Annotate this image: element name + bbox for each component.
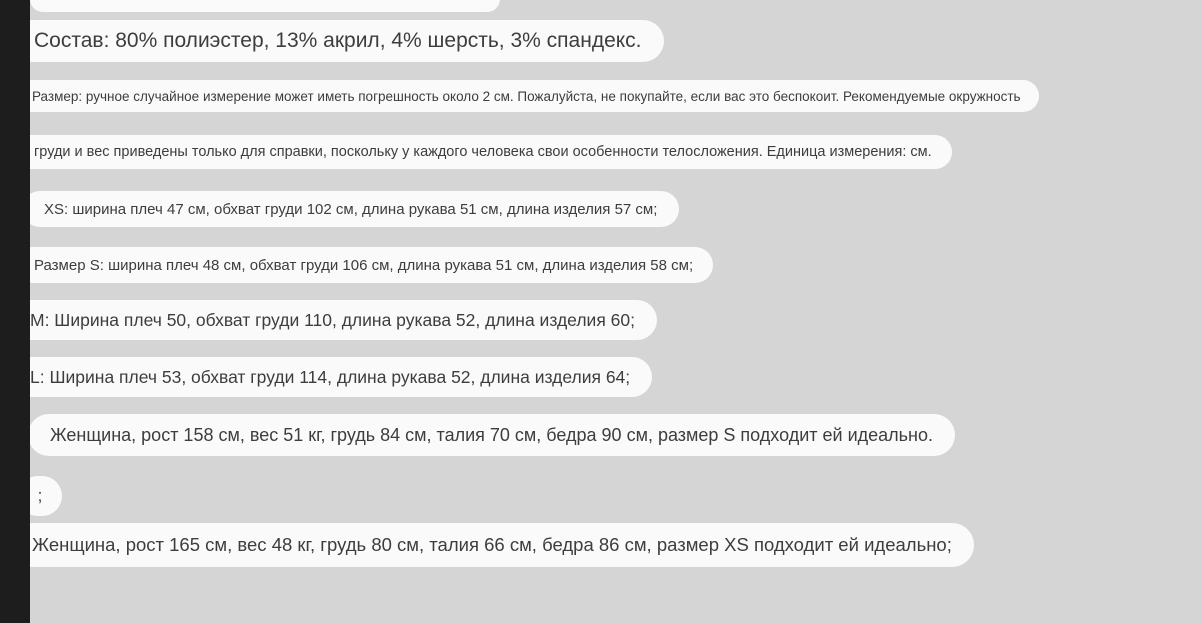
text-bubble-top-cutoff <box>30 0 500 12</box>
text-bubble-model-measurements-2: Женщина, рост 165 см, вес 48 кг, грудь 80 см, талия 66 см, бедра 86 см, размер XS подходит ей идеально; <box>10 523 974 567</box>
text-bubble-size-m: M: Ширина плеч 50, обхват груди 110, длина рукава 52, длина изделия 60; <box>8 300 657 340</box>
text-bubble-size-s: Размер S: ширина плеч 48 см, обхват груди 106 см, длина рукава 51 см, длина изделия 58 см; <box>14 247 713 283</box>
left-gutter-strip <box>0 0 30 623</box>
text-bubble-fragment: ; <box>18 476 62 516</box>
text-bubble-composition: Состав: 80% полиэстер, 13% акрил, 4% шерсть, 3% спандекс. <box>12 20 664 62</box>
text-bubble-size-l: L: Ширина плеч 53, обхват груди 114, длина рукава 52, длина изделия 64; <box>8 357 652 397</box>
text-bubble-size-xs: XS: ширина плеч 47 см, обхват груди 102 см, длина рукава 51 см, длина изделия 57 см; <box>22 191 679 227</box>
text-bubble-size-note-1: Размер: ручное случайное измерение может иметь погрешность около 2 см. Пожалуйста, не покупайте, если вас это беспокоит. Рекомендуемые окружность <box>14 80 1039 112</box>
text-bubble-model-measurements-1: Женщина, рост 158 см, вес 51 кг, грудь 84 см, талия 70 см, бедра 90 см, размер S подходит ей идеально. <box>28 414 955 456</box>
text-bubble-size-note-2: груди и вес приведены только для справки, поскольку у каждого человека свои особенности телосложения. Единица измерения: см. <box>14 135 952 169</box>
